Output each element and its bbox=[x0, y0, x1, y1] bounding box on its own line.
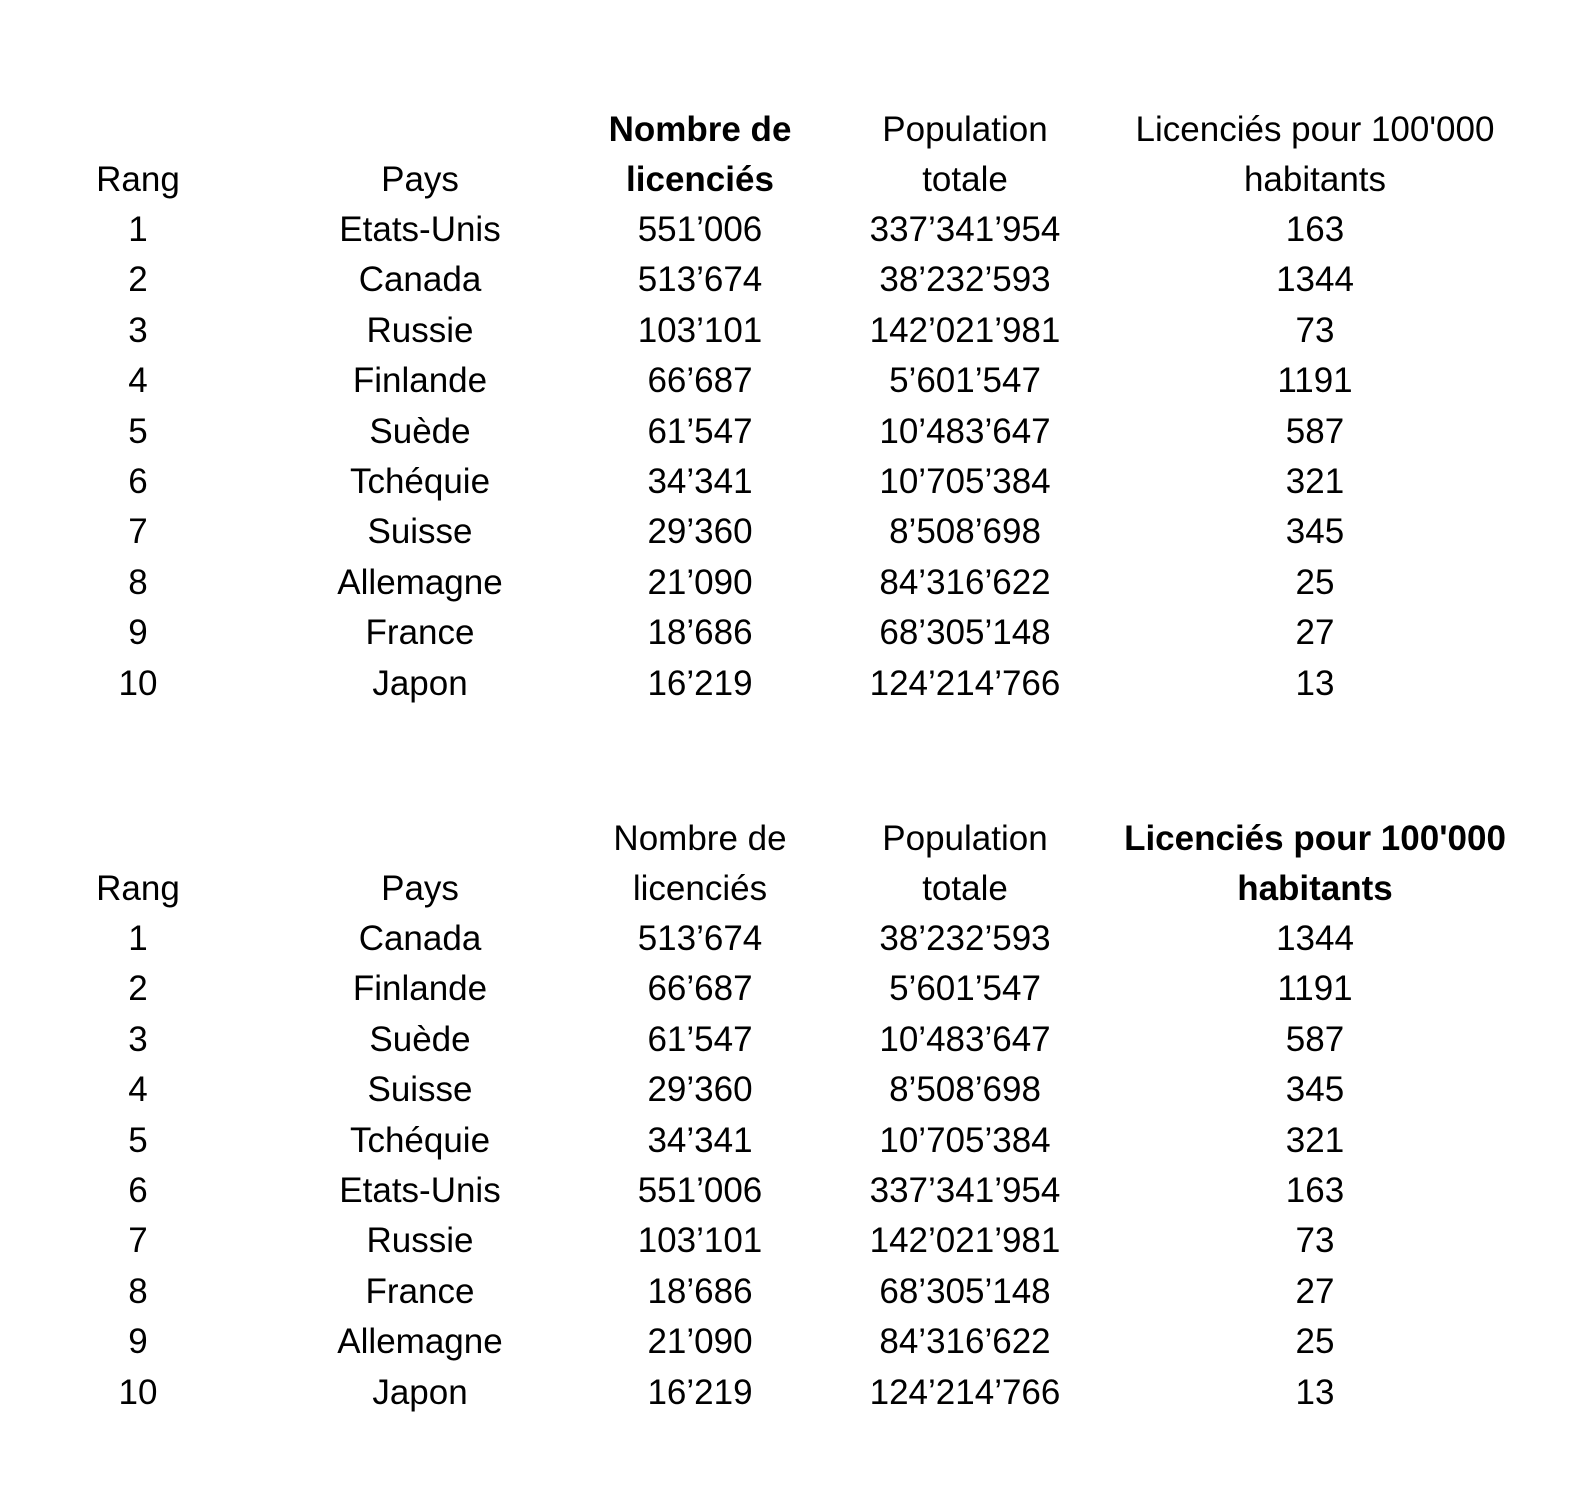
table-row bbox=[0, 205, 1590, 255]
cell-rank: 7 bbox=[128, 512, 148, 552]
cell-country: Tchéquie bbox=[349, 461, 491, 501]
header-per-100k: Licenciés pour 100'000 habitants bbox=[1135, 110, 1495, 199]
cell-per-100k: 163 bbox=[1285, 1170, 1345, 1210]
cell-population: 8’508’698 bbox=[889, 1070, 1041, 1110]
cell-rank: 5 bbox=[128, 411, 148, 451]
cell-rank: 3 bbox=[128, 310, 148, 350]
table-row bbox=[0, 964, 1590, 1014]
cell-population: 10’705’384 bbox=[879, 1120, 1051, 1160]
cell-licensees: 61’547 bbox=[647, 411, 753, 451]
header-population: Population totale bbox=[882, 110, 1048, 199]
cell-population: 84’316’622 bbox=[879, 1322, 1051, 1362]
cell-licensees: 21’090 bbox=[647, 1322, 753, 1362]
cell-rank: 6 bbox=[128, 1170, 148, 1210]
cell-licensees: 66’687 bbox=[647, 969, 753, 1009]
cell-licensees: 29’360 bbox=[647, 1070, 753, 1110]
cell-country: Etats-Unis bbox=[339, 1170, 501, 1210]
cell-per-100k: 27 bbox=[1295, 613, 1335, 653]
cell-rank: 10 bbox=[118, 1372, 158, 1412]
cell-licensees: 103’101 bbox=[637, 310, 763, 350]
cell-country: Allemagne bbox=[337, 562, 503, 602]
header-country: Pays bbox=[381, 869, 459, 908]
cell-country: Russie bbox=[366, 1221, 474, 1261]
cell-licensees: 513’674 bbox=[637, 919, 763, 958]
cell-population: 124’214’766 bbox=[869, 663, 1061, 703]
cell-population: 142’021’981 bbox=[869, 1221, 1061, 1261]
table-header-row bbox=[0, 103, 1590, 205]
cell-licensees: 103’101 bbox=[637, 1221, 763, 1261]
cell-per-100k: 345 bbox=[1285, 1070, 1345, 1110]
cell-per-100k: 1191 bbox=[1277, 969, 1353, 1009]
cell-country: Russie bbox=[366, 310, 474, 350]
cell-per-100k: 321 bbox=[1285, 461, 1345, 501]
cell-population: 5’601’547 bbox=[889, 969, 1041, 1009]
table-row bbox=[0, 1065, 1590, 1115]
cell-rank: 5 bbox=[128, 1120, 148, 1160]
cell-per-100k: 587 bbox=[1285, 1019, 1345, 1059]
cell-licensees: 16’219 bbox=[647, 663, 753, 703]
cell-rank: 4 bbox=[128, 361, 148, 401]
cell-licensees: 16’219 bbox=[647, 1372, 753, 1412]
table-row bbox=[0, 356, 1590, 406]
cell-rank: 6 bbox=[128, 461, 148, 501]
cell-population: 8’508’698 bbox=[889, 512, 1041, 552]
cell-population: 10’483’647 bbox=[879, 1019, 1051, 1059]
table-row bbox=[0, 1166, 1590, 1216]
header-rank: Rang bbox=[96, 160, 180, 199]
cell-population: 84’316’622 bbox=[879, 562, 1051, 602]
cell-rank: 8 bbox=[128, 1271, 148, 1311]
cell-per-100k: 13 bbox=[1295, 1372, 1335, 1412]
cell-country: Suisse bbox=[367, 512, 473, 552]
header-licensees: Nombre de licenciés bbox=[608, 110, 792, 199]
cell-rank: 10 bbox=[118, 663, 158, 703]
cell-country: Allemagne bbox=[337, 1322, 503, 1362]
cell-per-100k: 1344 bbox=[1276, 260, 1354, 300]
cell-licensees: 66’687 bbox=[647, 361, 753, 401]
cell-population: 337’341’954 bbox=[869, 1170, 1061, 1210]
cell-rank: 9 bbox=[128, 1322, 148, 1362]
cell-rank: 8 bbox=[128, 562, 148, 602]
cell-country: France bbox=[365, 1271, 475, 1311]
cell-per-100k: 1344 bbox=[1276, 919, 1354, 958]
cell-country: Finlande bbox=[352, 361, 488, 401]
table-row bbox=[0, 255, 1590, 305]
header-country: Pays bbox=[381, 160, 459, 199]
cell-per-100k: 25 bbox=[1295, 1322, 1335, 1362]
cell-per-100k: 345 bbox=[1285, 512, 1345, 552]
cell-country: Japon bbox=[372, 663, 468, 703]
table-row bbox=[0, 1116, 1590, 1166]
table-row bbox=[0, 1015, 1590, 1065]
header-rank: Rang bbox=[96, 869, 180, 908]
cell-per-100k: 25 bbox=[1295, 562, 1335, 602]
cell-per-100k: 163 bbox=[1285, 210, 1345, 249]
cell-country: Canada bbox=[358, 260, 482, 300]
cell-country: Canada bbox=[358, 919, 482, 958]
cell-per-100k: 13 bbox=[1295, 663, 1335, 703]
cell-rank: 1 bbox=[128, 919, 148, 958]
table-row bbox=[0, 1216, 1590, 1266]
cell-country: Suède bbox=[369, 1019, 471, 1059]
cell-licensees: 61’547 bbox=[647, 1019, 753, 1059]
cell-per-100k: 73 bbox=[1295, 310, 1335, 350]
cell-country: Etats-Unis bbox=[339, 210, 501, 249]
cell-licensees: 18’686 bbox=[647, 613, 753, 653]
cell-country: Finlande bbox=[352, 969, 488, 1009]
cell-per-100k: 321 bbox=[1285, 1120, 1345, 1160]
table-row bbox=[0, 507, 1590, 557]
cell-rank: 2 bbox=[128, 969, 148, 1009]
cell-rank: 3 bbox=[128, 1019, 148, 1059]
cell-licensees: 34’341 bbox=[647, 1120, 753, 1160]
cell-population: 38’232’593 bbox=[879, 260, 1051, 300]
cell-country: Suède bbox=[369, 411, 471, 451]
table-row bbox=[0, 1267, 1590, 1317]
cell-per-100k: 27 bbox=[1295, 1271, 1335, 1311]
cell-licensees: 551’006 bbox=[637, 210, 763, 249]
cell-rank: 1 bbox=[128, 210, 148, 249]
table-row bbox=[0, 1317, 1590, 1367]
cell-country: France bbox=[365, 613, 475, 653]
header-licensees: Nombre de licenciés bbox=[613, 819, 787, 908]
table-row bbox=[0, 659, 1590, 709]
cell-population: 68’305’148 bbox=[879, 613, 1051, 653]
table-row bbox=[0, 407, 1590, 457]
table-row bbox=[0, 914, 1590, 964]
cell-per-100k: 1191 bbox=[1277, 361, 1353, 401]
cell-per-100k: 73 bbox=[1295, 1221, 1335, 1261]
cell-rank: 7 bbox=[128, 1221, 148, 1261]
table-row bbox=[0, 608, 1590, 658]
cell-licensees: 21’090 bbox=[647, 562, 753, 602]
table-header-row bbox=[0, 812, 1590, 914]
cell-licensees: 29’360 bbox=[647, 512, 753, 552]
cell-country: Japon bbox=[372, 1372, 468, 1412]
cell-population: 38’232’593 bbox=[879, 919, 1051, 958]
header-per-100k: Licenciés pour 100'000 habitants bbox=[1124, 819, 1506, 908]
cell-rank: 2 bbox=[128, 260, 148, 300]
cell-licensees: 551’006 bbox=[637, 1170, 763, 1210]
ranking-table-by-rate bbox=[0, 812, 1590, 1418]
cell-country: Tchéquie bbox=[349, 1120, 491, 1160]
cell-population: 10’705’384 bbox=[879, 461, 1051, 501]
cell-population: 124’214’766 bbox=[869, 1372, 1061, 1412]
cell-licensees: 513’674 bbox=[637, 260, 763, 300]
cell-licensees: 34’341 bbox=[647, 461, 753, 501]
cell-country: Suisse bbox=[367, 1070, 473, 1110]
header-population: Population totale bbox=[882, 819, 1048, 908]
ranking-table-by-licensees bbox=[0, 103, 1590, 709]
cell-per-100k: 587 bbox=[1285, 411, 1345, 451]
table-row bbox=[0, 1368, 1590, 1418]
cell-rank: 9 bbox=[128, 613, 148, 653]
cell-rank: 4 bbox=[128, 1070, 148, 1110]
table-row bbox=[0, 457, 1590, 507]
cell-population: 337’341’954 bbox=[869, 210, 1061, 249]
cell-population: 10’483’647 bbox=[879, 411, 1051, 451]
cell-licensees: 18’686 bbox=[647, 1271, 753, 1311]
table-row bbox=[0, 558, 1590, 608]
cell-population: 142’021’981 bbox=[869, 310, 1061, 350]
cell-population: 68’305’148 bbox=[879, 1271, 1051, 1311]
cell-population: 5’601’547 bbox=[889, 361, 1041, 401]
table-row bbox=[0, 306, 1590, 356]
